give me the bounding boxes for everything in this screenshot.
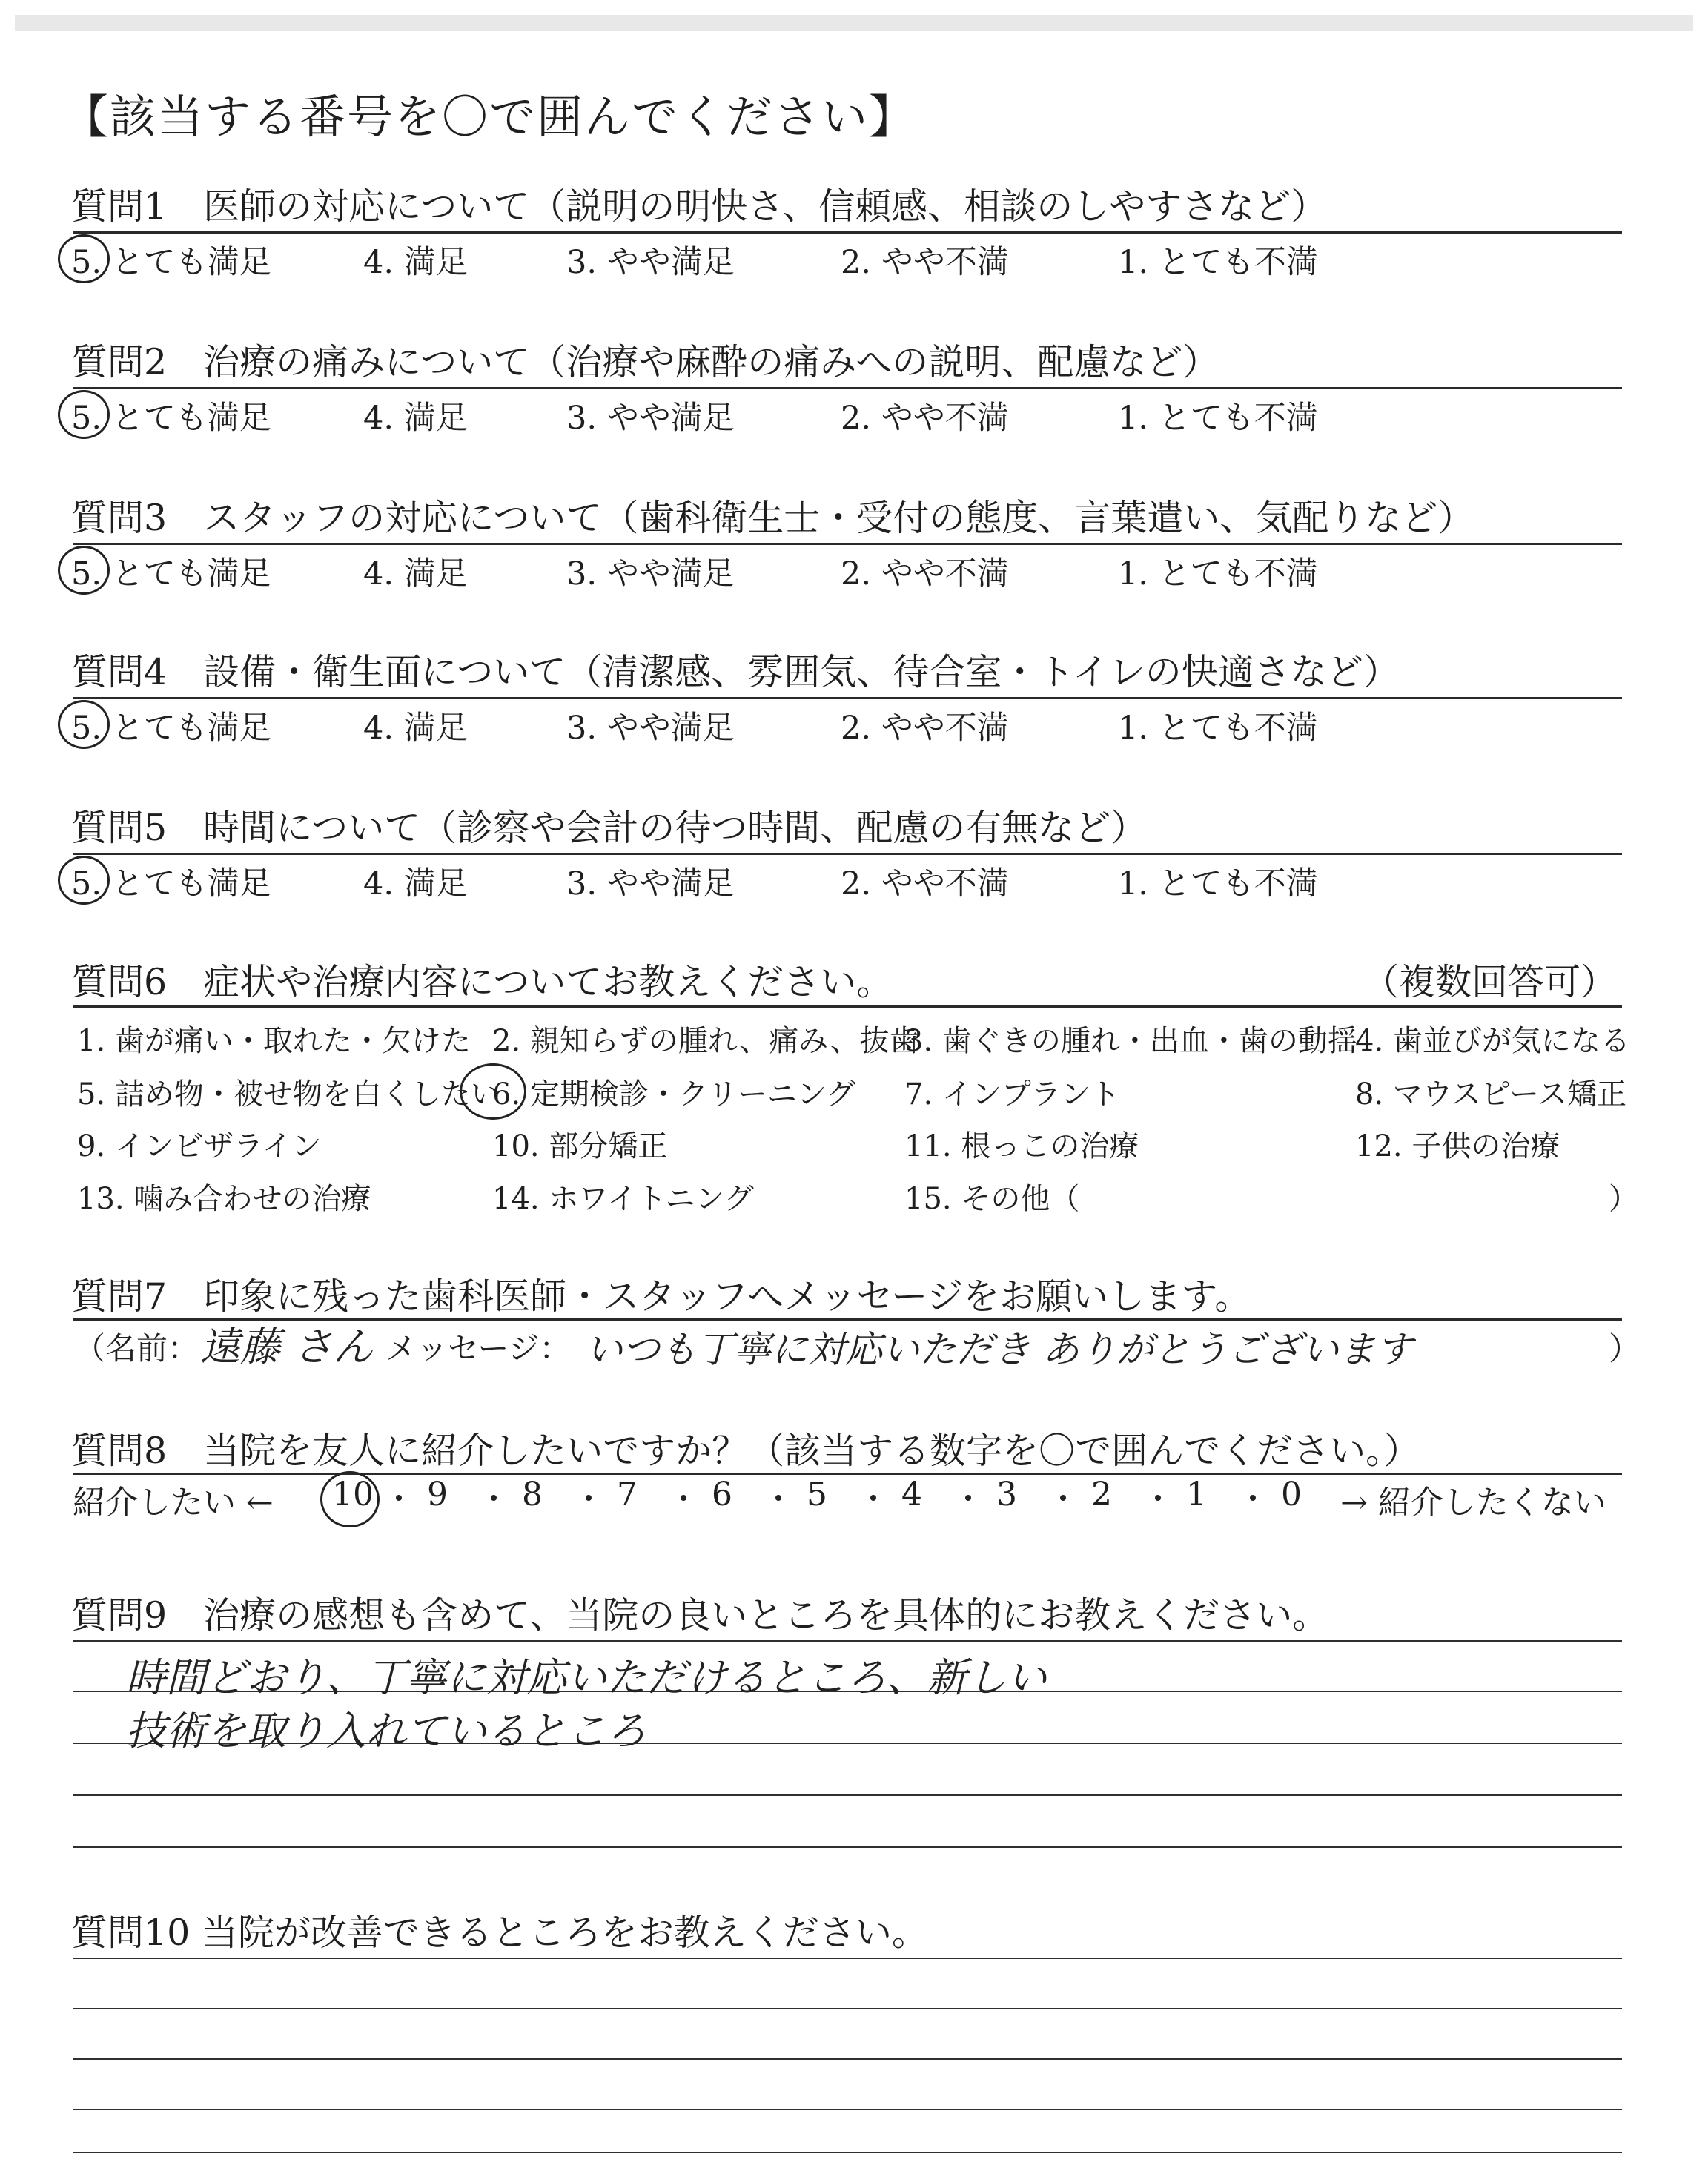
q5-option-4[interactable]: 4. 満足 (363, 865, 468, 902)
q6-option-14[interactable]: 14. ホワイトニング (492, 1182, 754, 1216)
q1-title: 質問1 医師の対応について（説明の明快さ、信頼感、相談のしやすさなど） (71, 185, 1328, 228)
q8-scale-separator (1250, 1495, 1256, 1501)
q3-selection-circle (58, 546, 110, 595)
q8-scale-number[interactable]: 10 (332, 1476, 374, 1513)
q8-scale-number[interactable]: 2 (1091, 1476, 1112, 1513)
q3-option-3[interactable]: 3. やや満足 (566, 555, 735, 592)
q10-title: 質問10 当院が改善できるところをお教えください。 (71, 1912, 928, 1954)
q8-scale-number[interactable]: 5 (807, 1476, 827, 1513)
q9-line (73, 1640, 1622, 1642)
q3-option-2[interactable]: 2. やや不満 (841, 555, 1009, 592)
q4-title: 質問4 設備・衛生面について（清潔感、雰囲気、待合室・トイレの快適さなど） (71, 651, 1400, 693)
q5-option-2[interactable]: 2. やや不満 (841, 865, 1009, 902)
q6-multiple-note: （複数回答可） (1363, 961, 1618, 1003)
q8-left-label: 紹介したい ← (73, 1484, 274, 1522)
q6-option-3[interactable]: 3. 歯ぐきの腫れ・出血・歯の動揺 (904, 1024, 1357, 1058)
q10-line (73, 1958, 1622, 1959)
q6-rule (73, 1005, 1622, 1008)
q8-scale-separator (1155, 1495, 1161, 1501)
q10-line (73, 2008, 1622, 2009)
q7-title: 質問7 印象に残った歯科医師・スタッフへメッセージをお願いします。 (71, 1275, 1251, 1318)
q4-option-5[interactable]: 5. とても満足 (71, 710, 271, 747)
q6-option-12[interactable]: 12. 子供の治療 (1355, 1129, 1560, 1163)
q3-option-1[interactable]: 1. とても不満 (1118, 555, 1318, 592)
q6-option-9[interactable]: 9. インビザライン (77, 1129, 322, 1163)
q2-option-1[interactable]: 1. とても不満 (1118, 400, 1318, 437)
q6-option-7[interactable]: 7. インプラント (904, 1077, 1120, 1112)
q6-option-5[interactable]: 5. 詰め物・被せ物を白くしたい (77, 1077, 500, 1112)
q6-option-6[interactable]: 6. 定期検診・クリーニング (492, 1077, 856, 1112)
q7-name-label: （名前： (74, 1330, 199, 1367)
q6-option-2[interactable]: 2. 親知らずの腫れ、痛み、抜歯 (492, 1024, 919, 1058)
q6-option-4[interactable]: 4. 歯並びが気になる (1355, 1024, 1630, 1058)
q9-line (73, 1794, 1622, 1796)
q2-selection-circle (58, 390, 110, 439)
q7-close-paren: ） (1609, 1331, 1641, 1368)
q8-scale-number[interactable]: 3 (996, 1476, 1017, 1513)
q2-option-5[interactable]: 5. とても満足 (71, 400, 271, 437)
q5-rule (73, 853, 1622, 855)
q8-scale-number[interactable]: 1 (1186, 1476, 1207, 1513)
q9-handwritten-line-2: 技術を取り入れているところ (126, 1708, 646, 1754)
q6-close-paren: ） (1609, 1182, 1638, 1216)
q8-scale-number[interactable]: 8 (522, 1476, 543, 1513)
q8-scale-separator (1060, 1495, 1066, 1501)
q5-selection-circle (58, 856, 110, 905)
q6-option-13[interactable]: 13. 噛み合わせの治療 (77, 1182, 371, 1216)
q1-selection-circle (58, 234, 110, 283)
q5-title: 質問5 時間について（診察や会計の待つ時間、配慮の有無など） (71, 807, 1148, 849)
q8-scale-separator (586, 1495, 592, 1501)
q4-option-3[interactable]: 3. やや満足 (566, 710, 735, 747)
q6-option-1[interactable]: 1. 歯が痛い・取れた・欠けた (77, 1024, 471, 1058)
q4-option-4[interactable]: 4. 満足 (363, 710, 468, 747)
q4-rule (73, 697, 1622, 699)
q1-option-4[interactable]: 4. 満足 (363, 244, 468, 281)
q6-selection-circle (460, 1063, 526, 1120)
scan-top-edge (15, 15, 1693, 31)
q8-scale-number[interactable]: 9 (427, 1476, 448, 1513)
q3-title: 質問3 スタッフの対応について（歯科衛生士・受付の態度、言葉遣い、気配りなど） (71, 497, 1474, 539)
q9-handwritten-line-1: 時間どおり、丁寧に対応いただけるところ、新しい (126, 1654, 1047, 1701)
q4-option-1[interactable]: 1. とても不満 (1118, 710, 1318, 747)
q8-scale-separator (870, 1495, 876, 1501)
q7-message-handwritten: いつも丁寧に対応いただき ありがとうございます (586, 1328, 1413, 1371)
q2-rule (73, 387, 1622, 389)
q8-scale-separator (965, 1495, 971, 1501)
q4-selection-circle (58, 700, 110, 749)
q2-option-2[interactable]: 2. やや不満 (841, 400, 1009, 437)
q6-option-8[interactable]: 8. マウスピース矯正 (1355, 1077, 1627, 1112)
q10-line (73, 2109, 1622, 2110)
q2-title: 質問2 治療の痛みについて（治療や麻酔の痛みへの説明、配慮など） (71, 341, 1219, 383)
q7-name-handwritten: 遠藤 さん (200, 1324, 374, 1370)
q5-option-1[interactable]: 1. とても不満 (1118, 865, 1318, 902)
q6-title: 質問6 症状や治療内容についてお教えください。 (71, 961, 893, 1003)
q3-rule (73, 543, 1622, 545)
q6-option-15[interactable]: 15. その他（ (904, 1182, 1080, 1216)
q9-line (73, 1846, 1622, 1848)
q1-option-1[interactable]: 1. とても不満 (1118, 244, 1318, 281)
q8-scale-separator (396, 1495, 402, 1501)
q10-line (73, 2058, 1622, 2060)
q8-scale-separator (775, 1495, 781, 1501)
q4-option-2[interactable]: 2. やや不満 (841, 710, 1009, 747)
q5-option-3[interactable]: 3. やや満足 (566, 865, 735, 902)
q10-line (73, 2152, 1622, 2153)
q8-title: 質問8 当院を友人に紹介したいですか？（該当する数字を〇で囲んでください。） (71, 1430, 1420, 1472)
q5-option-5[interactable]: 5. とても満足 (71, 865, 271, 902)
q6-option-11[interactable]: 11. 根っこの治療 (904, 1129, 1139, 1163)
q8-scale-separator (681, 1495, 686, 1501)
q8-selection-circle (320, 1471, 380, 1527)
q9-title: 質問9 治療の感想も含めて、当院の良いところを具体的にお教えください。 (71, 1594, 1329, 1636)
q6-option-10[interactable]: 10. 部分矯正 (492, 1129, 668, 1163)
q1-option-2[interactable]: 2. やや不満 (841, 244, 1009, 281)
q8-scale-separator (491, 1495, 497, 1501)
q8-rule (73, 1473, 1622, 1475)
q1-option-3[interactable]: 3. やや満足 (566, 244, 735, 281)
q1-option-5[interactable]: 5. とても満足 (71, 244, 271, 281)
q2-option-3[interactable]: 3. やや満足 (566, 400, 735, 437)
q8-right-label: → 紹介したくない (1340, 1484, 1606, 1522)
q8-scale-number[interactable]: 7 (617, 1476, 638, 1513)
q8-scale-number[interactable]: 6 (712, 1476, 732, 1513)
q8-scale-number[interactable]: 0 (1281, 1476, 1302, 1513)
q3-option-5[interactable]: 5. とても満足 (71, 555, 271, 592)
q3-option-4[interactable]: 4. 満足 (363, 555, 468, 592)
q8-scale-number[interactable]: 4 (901, 1476, 922, 1513)
page-heading: 【該当する番号を〇で囲んでください】 (62, 90, 917, 144)
q7-message-label: メッセージ： (385, 1330, 571, 1367)
q1-rule (73, 231, 1622, 234)
q2-option-4[interactable]: 4. 満足 (363, 400, 468, 437)
